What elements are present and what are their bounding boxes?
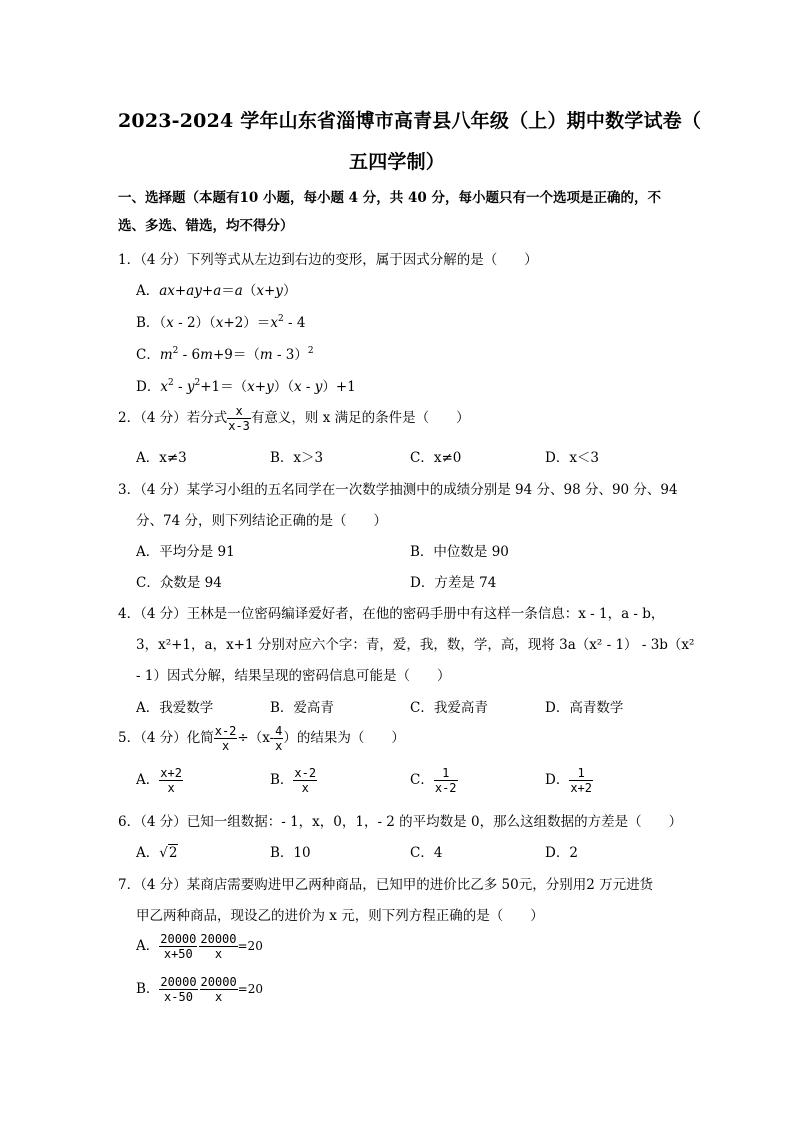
fraction-numerator: 20000	[200, 975, 237, 989]
option-label: B．	[136, 981, 160, 997]
question-1-option-d: D．$x^2 - y^2+1=(x+y)(x - y)+1$	[136, 378, 356, 395]
fraction-numerator: x	[227, 404, 251, 419]
fraction-denominator: x	[301, 781, 309, 795]
exam-title-line2: 五四学制）	[349, 151, 446, 173]
question-3-option-b: B．中位数是 90	[410, 544, 509, 560]
fraction-denominator: x	[221, 739, 230, 753]
fraction-numerator: 1	[569, 766, 593, 781]
option-fraction-1	[159, 932, 197, 961]
question-2-prefix: 2．（4 分）若分式	[118, 410, 228, 426]
question-7-stem-line2: 甲乙两种商品，现设乙的进价为 x 元，则下列方程正确的是（ ）	[136, 908, 544, 924]
question-7-option-b	[136, 975, 263, 1004]
question-3-option-c: C．众数是 94	[136, 575, 222, 591]
fraction-numerator: x-2	[294, 766, 317, 780]
question-3-option-d: D．方差是 74	[410, 575, 497, 591]
question-2-suffix: 有意义，则 x 满足的条件是（ ）	[250, 410, 470, 426]
question-4-stem-line1: 4．（4 分）王林是一位密码编译爱好者，在他的密码手册中有这样一条信息：x - 1，a - b，	[118, 606, 665, 622]
fraction-numerator: 20000	[160, 932, 197, 946]
option-label: A．	[136, 845, 160, 861]
fraction-numerator: 4	[275, 724, 283, 738]
fraction-numerator: 20000	[160, 975, 197, 989]
question-2-option-b: B．x＞3	[270, 450, 324, 466]
question-4-option-b: B．爱高青	[270, 700, 334, 716]
fraction-denominator: x+50	[163, 947, 193, 961]
fraction-numerator: 1	[434, 766, 458, 781]
option-label: C．	[410, 772, 434, 788]
question-4-option-a: A．我爱数学	[136, 700, 214, 716]
section-heading-line2: 选、多选、错选，均不得分）	[118, 218, 294, 234]
fraction-denominator: x-3	[228, 419, 250, 433]
equation-rhs: =20	[237, 982, 263, 996]
option-fraction-2	[200, 975, 238, 1004]
fraction-numerator: x-2	[214, 724, 237, 738]
question-2-fraction	[227, 404, 251, 433]
equation-rhs: =20	[237, 939, 263, 953]
fraction-numerator: 20000	[200, 932, 237, 946]
question-1-option-c: C．$m^2 - 6m+9=(m - 3)^2$	[136, 346, 314, 363]
option-label: B．	[270, 772, 294, 788]
question-4-stem-line3: - 1）因式分解，结果呈现的密码信息可能是（ ）	[136, 668, 451, 684]
question-5-option-c	[410, 766, 458, 795]
question-7-stem-line1: 7．（4 分）某商店需要购进甲乙两种商品，已知甲的进价比乙多 50元，分别用2 万元进货	[118, 877, 654, 893]
question-6-option-b: B．10	[270, 845, 311, 861]
question-4-option-c: C．我爱高青	[410, 700, 488, 716]
fraction-denominator: x-50	[164, 990, 193, 1004]
question-2-stem	[118, 404, 470, 433]
fraction-denominator: x	[167, 781, 175, 795]
question-3-stem-line1: 3．（4 分）某学习小组的五名同学在一次数学抽测中的成绩分别是 94 分、98 分、90 分、94	[118, 482, 678, 498]
question-2-option-d: D．x＜3	[545, 450, 600, 466]
question-4-option-d: D．高青数学	[545, 700, 624, 716]
question-6-option-d: D．2	[545, 845, 578, 861]
question-5-option-d	[545, 766, 593, 795]
question-5-stem	[118, 724, 405, 753]
question-5-mid: ÷（x-	[237, 730, 275, 746]
option-label: A．	[136, 772, 160, 788]
square-root-symbol: √2	[159, 845, 178, 861]
question-3-stem-line2: 分、74 分，则下列结论正确的是（ ）	[136, 513, 387, 529]
option-fraction	[434, 766, 458, 795]
question-3-option-a: A．平均分是 91	[136, 544, 235, 560]
option-fraction-1	[159, 975, 197, 1004]
fraction-denominator: x-2	[434, 781, 457, 795]
question-5-option-b	[270, 766, 317, 795]
question-2-option-a: A．x≠3	[136, 450, 187, 466]
fraction-numerator: x+2	[160, 766, 182, 780]
section-heading-line1: 一、选择题（本题有10 小题，每小题 4 分，共 40 分，每小题只有一个选项是正确的，不	[118, 190, 661, 206]
question-1-option-a: A．ax+ay+a＝a（x+y）	[136, 283, 297, 299]
fraction-denominator: x	[275, 739, 283, 753]
fraction-denominator: x+2	[570, 781, 593, 795]
question-1-option-b: B．$(x - 2)(x+2)=x^2 - 4$	[136, 314, 306, 331]
question-6-option-c: C．4	[410, 845, 443, 861]
question-7-option-a	[136, 932, 263, 961]
option-label: A．	[136, 938, 160, 954]
exam-title-line1: 2023-2024 学年山东省淄博市高青县八年级（上）期中数学试卷（	[118, 110, 702, 132]
fraction-denominator: x	[214, 947, 223, 961]
option-fraction	[293, 766, 317, 795]
option-fraction	[159, 766, 183, 795]
question-1-stem: 1．（4 分）下列等式从左边到右边的变形，属于因式分解的是（ ）	[118, 252, 538, 268]
question-4-stem-line2: 3，x²+1，a，x+1 分别对应六个字：青，爱，我，数，学，高，现将 3a（x² - 1） - 3b（x²	[136, 637, 695, 653]
question-5-fraction-1	[214, 724, 238, 753]
question-5-prefix: 5．（4 分）化简	[118, 730, 214, 746]
radicand: 2	[168, 845, 178, 861]
question-5-option-a	[136, 766, 183, 795]
question-6-stem: 6．（4 分）已知一组数据：- 1，x，0，1，- 2 的平均数是 0，那么这组数据的方差是（ ）	[118, 814, 683, 830]
option-fraction-2	[199, 932, 237, 961]
question-6-option-a	[136, 841, 178, 861]
option-label: D．	[545, 772, 570, 788]
question-5-suffix: ）的结果为（ ）	[283, 730, 405, 746]
option-fraction	[569, 766, 593, 795]
fraction-denominator: x	[214, 990, 223, 1004]
question-2-option-c: C．x≠0	[410, 450, 462, 466]
